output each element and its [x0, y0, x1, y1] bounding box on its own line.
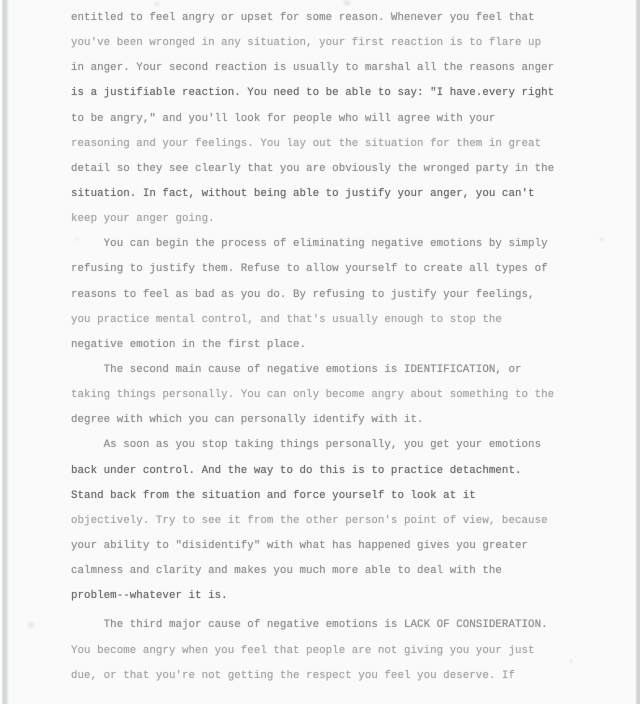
- text-line: in anger. Your second reaction is usually to marshal all the reasons anger: [71, 62, 555, 75]
- text-line: detail so they see clearly that you are obviously the wronged party in the: [71, 162, 555, 175]
- text-line: to be angry," and you'll look for people who will agree with your: [71, 112, 496, 125]
- text-line: back under control. And the way to do this is to practice detachment.: [71, 464, 522, 477]
- page-left-edge-shadow: [0, 0, 9, 704]
- text-line: taking things personally. You can only become angry about something to the: [71, 389, 555, 402]
- text-line: degree with which you can personally identify with it.: [71, 414, 424, 427]
- text-line: negative emotion in the first place.: [71, 338, 307, 351]
- scan-speck: [26, 620, 36, 630]
- text-line: reasoning and your feelings. You lay out the situation for them in great: [71, 137, 542, 150]
- text-line: due, or that you're not getting the respect you feel you deserve. If: [71, 669, 515, 682]
- text-line: The third major cause of negative emotions is LACK OF CONSIDERATION.: [71, 619, 548, 632]
- text-line: You become angry when you feel that people are not giving you your just: [71, 644, 535, 657]
- text-line: you've been wronged in any situation, your first reaction is to flare up: [71, 37, 542, 50]
- text-line: your ability to "disidentify" with what has happened gives you greater: [71, 539, 529, 552]
- text-line: you practice mental control, and that's usually enough to stop the: [71, 313, 502, 326]
- text-line: reasons to feel as bad as you do. By refusing to justify your feelings,: [71, 288, 535, 301]
- text-line: situation. In fact, without being able to justify your anger, you can't: [71, 187, 535, 200]
- text-line: objectively. Try to see it from the other person's point of view, because: [71, 514, 548, 527]
- text-line: The second main cause of negative emotions is IDENTIFICATION, or: [71, 363, 522, 376]
- scan-speck: [598, 236, 605, 243]
- text-line: calmness and clarity and makes you much more able to deal with the: [71, 565, 502, 578]
- text-line: entitled to feel angry or upset for some reason. Whenever you feel that: [71, 12, 535, 24]
- typewritten-text-block: [71, 6, 571, 689]
- text-line: keep your anger going.: [71, 213, 215, 226]
- text-line: You can begin the process of eliminating negative emotions by simply: [71, 238, 548, 251]
- text-line: refusing to justify them. Refuse to allow yourself to create all types of: [71, 263, 548, 276]
- page-right-edge-shadow: [635, 0, 640, 704]
- text-line: problem--whatever it is.: [71, 590, 228, 603]
- text-line: is a justifiable reaction. You need to be able to say: "I have.every right: [71, 87, 555, 100]
- text-line: Stand back from the situation and force yourself to look at it: [71, 489, 476, 502]
- text-line: As soon as you stop taking things personally, you get your emotions: [71, 439, 542, 452]
